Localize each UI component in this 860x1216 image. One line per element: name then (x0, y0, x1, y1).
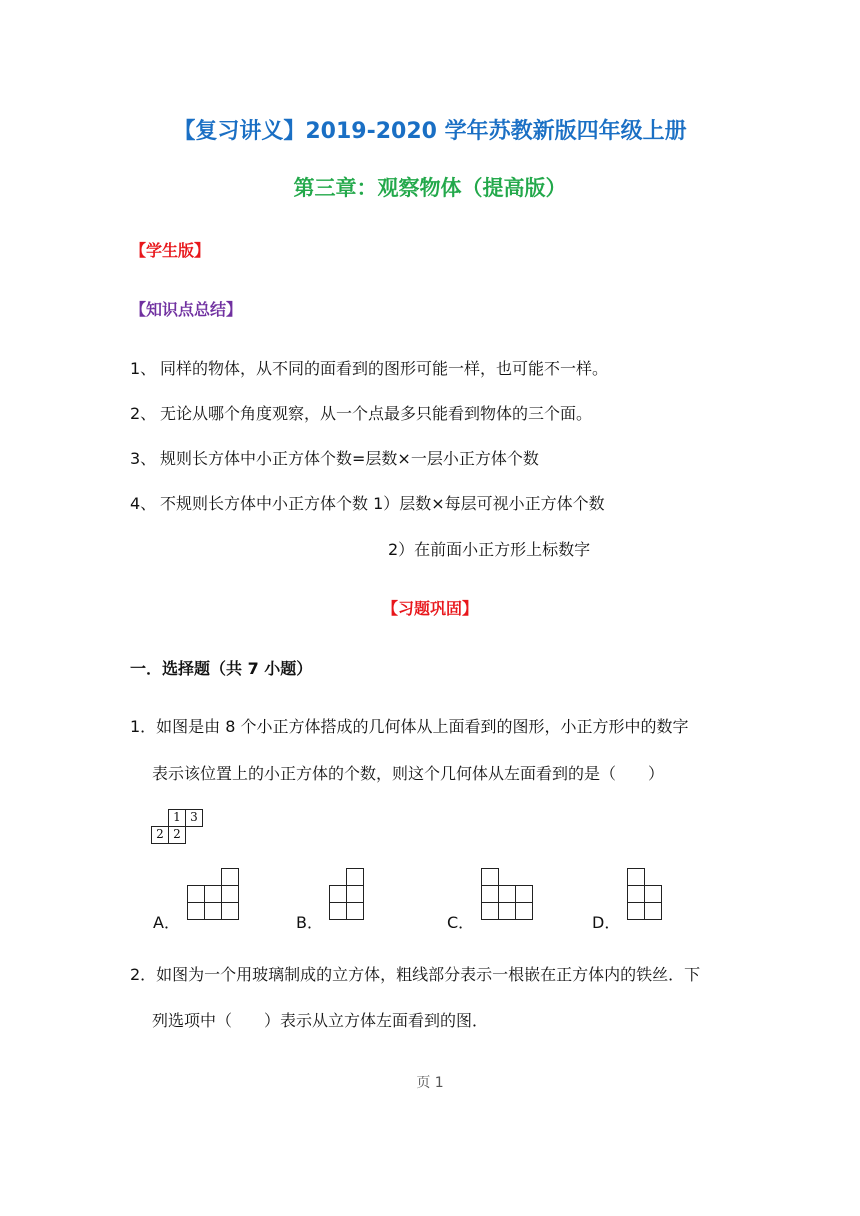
point-3 (130, 446, 539, 469)
point-text: 无论从哪个角度观察，从一个点最多只能看到物体的三个面。 (160, 404, 593, 423)
page-number: 页 1 (416, 1075, 444, 1091)
point-2 (130, 401, 592, 424)
point-number: 2、 (130, 404, 157, 423)
point-1 (130, 356, 608, 379)
document-title: 【复习讲义】2019-2020 学年苏教新版四年级上册 (173, 119, 687, 144)
grid-cell-number: 1 (173, 810, 181, 824)
option-c-figure[interactable] (480, 867, 536, 921)
option-b-figure[interactable] (328, 867, 366, 921)
knowledge-summary-heading: 【知识点总结】 (130, 300, 243, 319)
point-text: 同样的物体，从不同的面看到的图形可能一样，也可能不一样。 (160, 359, 609, 378)
option-b-label[interactable]: B． (296, 913, 323, 932)
grid-cell-number: 3 (190, 810, 198, 824)
question-2-line-2: 列选项中（ ）表示从立方体左面看到的图． (152, 1011, 489, 1030)
point-number: 3、 (130, 449, 157, 468)
practice-heading: 【习题巩固】 (381, 599, 478, 618)
grid-cell-number: 2 (173, 827, 181, 841)
point-text: 规则长方体中小正方体个数=层数×一层小正方体个数 (160, 449, 539, 468)
option-a-label[interactable]: A． (153, 913, 180, 932)
point-4-subitem: 2）在前面小正方形上标数字 (388, 540, 591, 559)
question-1-line-1: 1．如图是由 8 个小正方体搭成的几何体从上面看到的图形，小正方形中的数字 (130, 717, 689, 736)
question-2-line-1: 2．如图为一个用玻璃制成的立方体，粗线部分表示一根嵌在正方体内的铁丝．下 (130, 965, 701, 984)
question-1-line-2: 表示该位置上的小正方体的个数，则这个几何体从左面看到的是（ ） (152, 764, 665, 783)
point-number: 4、 (130, 494, 157, 513)
point-4 (130, 491, 605, 514)
option-d-figure[interactable] (626, 867, 664, 921)
option-d-label[interactable]: D． (592, 913, 621, 932)
chapter-title: 第三章：观察物体（提高版） (293, 176, 567, 200)
top-view-grid (150, 808, 210, 848)
multiple-choice-heading: 一．选择题（共 7 小题） (130, 659, 313, 678)
option-a-figure[interactable] (186, 867, 242, 921)
point-number: 1、 (130, 359, 157, 378)
point-text: 不规则长方体中小正方体个数 1）层数×每层可视小正方体个数 (160, 494, 605, 513)
grid-cell-number: 2 (156, 827, 164, 841)
option-c-label[interactable]: C． (447, 913, 475, 932)
student-edition-tag: 【学生版】 (130, 241, 211, 260)
